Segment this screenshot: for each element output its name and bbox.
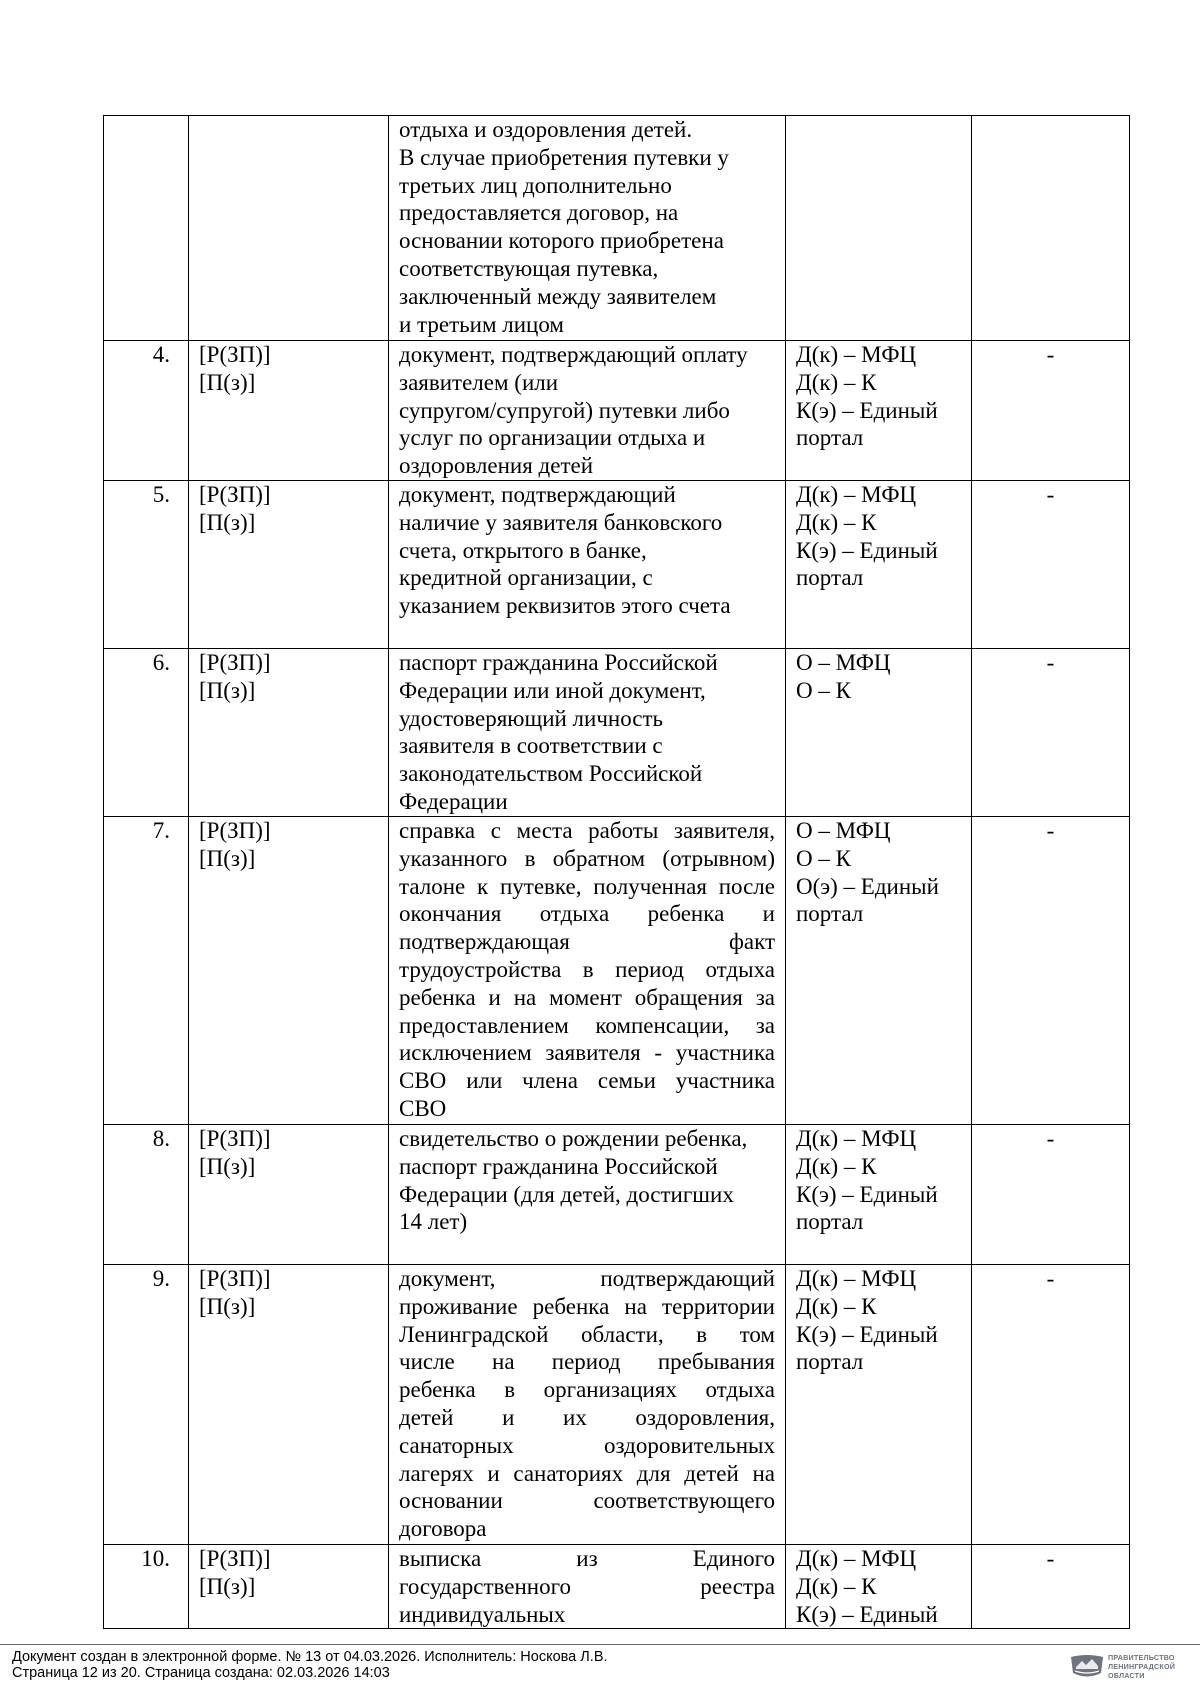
documents-table <box>103 115 1130 1629</box>
document-description-line: заявителя в соответствии с <box>399 733 663 759</box>
code-line: [Р(ЗП)] <box>199 1546 271 1571</box>
submission-method-line: К(э) – Единый <box>796 1601 938 1627</box>
document-description-cell <box>389 341 786 481</box>
submission-method-cell <box>786 649 972 817</box>
document-description-line: документ, подтверждающий <box>399 1266 775 1291</box>
document-description-line: паспорт гражданина Российской <box>399 1153 718 1179</box>
document-description-line: окончания отдыха ребенка и <box>399 901 775 927</box>
document-description-line: наличие у заявителя банковского <box>399 509 723 535</box>
leningrad-region-emblem-icon <box>1070 1653 1104 1679</box>
submission-method-line: портал <box>796 901 864 927</box>
submission-method-line: Д(к) – К <box>796 509 877 535</box>
submission-method-line: Д(к) – МФЦ <box>796 482 917 507</box>
document-description-line: соответствующая путевка, <box>399 255 659 281</box>
submission-method-line: Д(к) – МФЦ <box>796 1126 917 1151</box>
code-line: [Р(ЗП)] <box>199 650 271 675</box>
document-description-cell <box>389 481 786 649</box>
logo-line: ОБЛАСТИ <box>1108 1671 1145 1680</box>
document-description-line: детей и их оздоровления, <box>399 1404 775 1430</box>
note-text: - <box>1046 1266 1055 1291</box>
submission-method-line: портал <box>796 565 864 591</box>
document-description-line: санаторных оздоровительных <box>399 1432 775 1458</box>
submission-method-line: К(э) – Единый <box>796 397 938 423</box>
document-description-line: указанного в обратном (отрывном) <box>399 845 775 871</box>
table-row <box>104 481 1130 649</box>
logo-line: ПРАВИТЕЛЬСТВО <box>1108 1653 1175 1662</box>
document-description-line: индивидуальных <box>399 1601 566 1627</box>
document-description-line: исключением заявителя - участника <box>399 1040 775 1066</box>
row-number-cell <box>104 1545 189 1629</box>
submission-method-line: Д(к) – МФЦ <box>796 1266 917 1291</box>
document-description-line: справка с места работы заявителя, <box>399 818 775 843</box>
submission-method-cell <box>786 1265 972 1545</box>
row-number: 8. <box>152 1126 170 1151</box>
row-number: 4. <box>152 342 170 367</box>
note-text: - <box>1046 650 1055 675</box>
note-cell <box>972 341 1130 481</box>
code-cell <box>189 817 389 1125</box>
document-description-line: заключенный между заявителем <box>399 283 717 309</box>
submission-method-line: О – К <box>796 845 851 871</box>
submission-method-line: портал <box>796 1349 864 1375</box>
code-line: [Р(ЗП)] <box>199 1266 271 1291</box>
note-text: - <box>1046 1126 1055 1151</box>
document-description-line: трудоустройства в период отдыха <box>399 956 775 982</box>
document-description-line: предоставлением компенсации, за <box>399 1012 775 1038</box>
row-number: 9. <box>152 1266 170 1291</box>
submission-method-cell <box>786 341 972 481</box>
table-body <box>104 116 1130 1629</box>
document-description-line: 14 лет) <box>399 1209 468 1235</box>
submission-method-line: Д(к) – К <box>796 1153 877 1179</box>
submission-method-cell <box>786 481 972 649</box>
document-description-line: Федерации (для детей, достигших <box>399 1181 734 1207</box>
document-description-cell <box>389 1265 786 1545</box>
document-description-line: подтверждающая факт <box>399 929 775 955</box>
document-description-line: основании которого приобретена <box>399 228 724 254</box>
note-cell <box>972 817 1130 1125</box>
row-number: 5. <box>152 482 170 507</box>
table-row <box>104 341 1130 481</box>
row-number: 7. <box>152 818 170 843</box>
footer-line-created: Документ создан в электронной форме. № 13 от 04.03.2026. Исполнитель: Носкова Л.В. <box>12 1649 608 1665</box>
document-description-line: договора <box>399 1516 487 1542</box>
document-description-line: законодательством Российской <box>399 761 703 787</box>
document-description-cell <box>389 817 786 1125</box>
submission-method-line: О – МФЦ <box>796 818 891 843</box>
code-line: [П(з)] <box>199 1153 256 1179</box>
note-text: - <box>1046 818 1055 843</box>
document-description-line: третьих лиц дополнительно <box>399 172 672 198</box>
submission-method-line: Д(к) – МФЦ <box>796 1546 917 1571</box>
note-cell <box>972 1125 1130 1265</box>
document-description-line: услуг по организации отдыха и <box>399 425 706 451</box>
document-description-line: талоне к путевке, полученная после <box>399 873 775 899</box>
document-description-line: лагерях и санаториях для детей на <box>399 1460 775 1486</box>
document-description-line: и третьим лицом <box>399 311 564 337</box>
code-cell <box>189 481 389 649</box>
submission-method-line: К(э) – Единый <box>796 537 938 563</box>
document-description-line: отдыха и оздоровления детей. <box>399 117 693 142</box>
submission-method-line: Д(к) – К <box>796 1293 877 1319</box>
submission-method-cell <box>786 116 972 341</box>
document-description-line: выписка из Единого <box>399 1546 775 1571</box>
row-number: 6. <box>152 650 170 675</box>
table-row <box>104 116 1130 341</box>
row-number: 10. <box>141 1546 170 1571</box>
code-line: [П(з)] <box>199 1573 256 1599</box>
submission-method-line: К(э) – Единый <box>796 1321 938 1347</box>
note-text: - <box>1046 1546 1055 1571</box>
submission-method-line: Д(к) – К <box>796 369 877 395</box>
submission-method-line: О – К <box>796 677 851 703</box>
note-cell <box>972 116 1130 341</box>
document-description-line: В случае приобретения путевки у <box>399 144 729 170</box>
table-row <box>104 817 1130 1125</box>
table-row <box>104 1265 1130 1545</box>
row-number-cell <box>104 481 189 649</box>
document-description-line: удостоверяющий личность <box>399 705 664 731</box>
submission-method-cell <box>786 1125 972 1265</box>
note-cell <box>972 1265 1130 1545</box>
submission-method-line: Д(к) – К <box>796 1573 877 1599</box>
note-text: - <box>1046 342 1055 367</box>
document-description-line: проживание ребенка на территории <box>399 1293 775 1319</box>
code-cell <box>189 116 389 341</box>
code-line: [П(з)] <box>199 509 256 535</box>
document-description-line: предоставляется договор, на <box>399 200 679 226</box>
document-description-line: оздоровления детей <box>399 453 594 479</box>
logo-line: ЛЕНИНГРАДСКОЙ <box>1108 1662 1176 1671</box>
document-description-line: свидетельство о рождении ребенка, <box>399 1126 748 1151</box>
document-description-line: счета, открытого в банке, <box>399 537 647 563</box>
row-number-cell <box>104 649 189 817</box>
document-footer <box>12 1649 608 1681</box>
document-description-line: документ, подтверждающий <box>399 482 676 507</box>
document-description-cell <box>389 649 786 817</box>
submission-method-line: О – МФЦ <box>796 650 891 675</box>
document-description-line: числе на период пребывания <box>399 1349 775 1375</box>
document-description-line: указанием реквизитов этого счета <box>399 593 731 619</box>
code-line: [П(з)] <box>199 677 256 703</box>
submission-method-cell <box>786 1545 972 1629</box>
table-row <box>104 649 1130 817</box>
code-line: [П(з)] <box>199 369 256 395</box>
footer-line-page: Страница 12 из 20. Страница создана: 02.03.2026 14:03 <box>12 1665 390 1681</box>
note-cell <box>972 481 1130 649</box>
document-description-line: кредитной организации, с <box>399 565 653 591</box>
document-description-line: заявителем (или <box>399 369 559 395</box>
code-cell <box>189 1265 389 1545</box>
code-cell <box>189 1125 389 1265</box>
document-description-line: основании соответствующего <box>399 1488 775 1514</box>
document-description-line: государственного реестра <box>399 1573 775 1599</box>
document-description-line: СВО <box>399 1095 447 1121</box>
note-text: - <box>1046 482 1055 507</box>
document-description-line: Федерации или иной документ, <box>399 677 706 703</box>
submission-method-cell <box>786 817 972 1125</box>
submission-method-line: О(э) – Единый <box>796 873 939 899</box>
code-line: [Р(ЗП)] <box>199 482 271 507</box>
document-description-line: паспорт гражданина Российской <box>399 650 718 675</box>
logo-text <box>1108 1653 1175 1680</box>
document-description-cell <box>389 1545 786 1629</box>
document-description-line: Федерации <box>399 788 508 814</box>
code-cell <box>189 1545 389 1629</box>
document-description-line: документ, подтверждающий оплату <box>399 342 748 367</box>
table-row <box>104 1545 1130 1629</box>
submission-method-line: портал <box>796 1209 864 1235</box>
document-description-line: Ленинградской области, в том <box>399 1321 775 1347</box>
document-description-cell <box>389 1125 786 1265</box>
row-number-cell <box>104 1265 189 1545</box>
government-logo <box>1068 1650 1188 1690</box>
submission-method-line: портал <box>796 425 864 451</box>
note-cell <box>972 1545 1130 1629</box>
document-description-line: ребенка и на момент обращения за <box>399 984 775 1010</box>
code-line: [Р(ЗП)] <box>199 1126 271 1151</box>
document-description-line: супругом/супругой) путевки либо <box>399 397 730 423</box>
submission-method-line: Д(к) – МФЦ <box>796 342 917 367</box>
code-line: [Р(ЗП)] <box>199 818 271 843</box>
code-line: [П(з)] <box>199 1293 256 1319</box>
code-cell <box>189 341 389 481</box>
footer-divider <box>0 1644 1200 1645</box>
code-line: [Р(ЗП)] <box>199 342 271 367</box>
row-number-cell <box>104 341 189 481</box>
code-line: [П(з)] <box>199 845 256 871</box>
table-row <box>104 1125 1130 1265</box>
document-description-line: ребенка в организациях отдыха <box>399 1377 775 1403</box>
row-number-cell <box>104 116 189 341</box>
note-cell <box>972 649 1130 817</box>
submission-method-line: К(э) – Единый <box>796 1181 938 1207</box>
code-cell <box>189 649 389 817</box>
document-description-cell <box>389 116 786 341</box>
row-number-cell <box>104 1125 189 1265</box>
document-description-line: СВО или члена семьи участника <box>399 1068 775 1094</box>
row-number-cell <box>104 817 189 1125</box>
